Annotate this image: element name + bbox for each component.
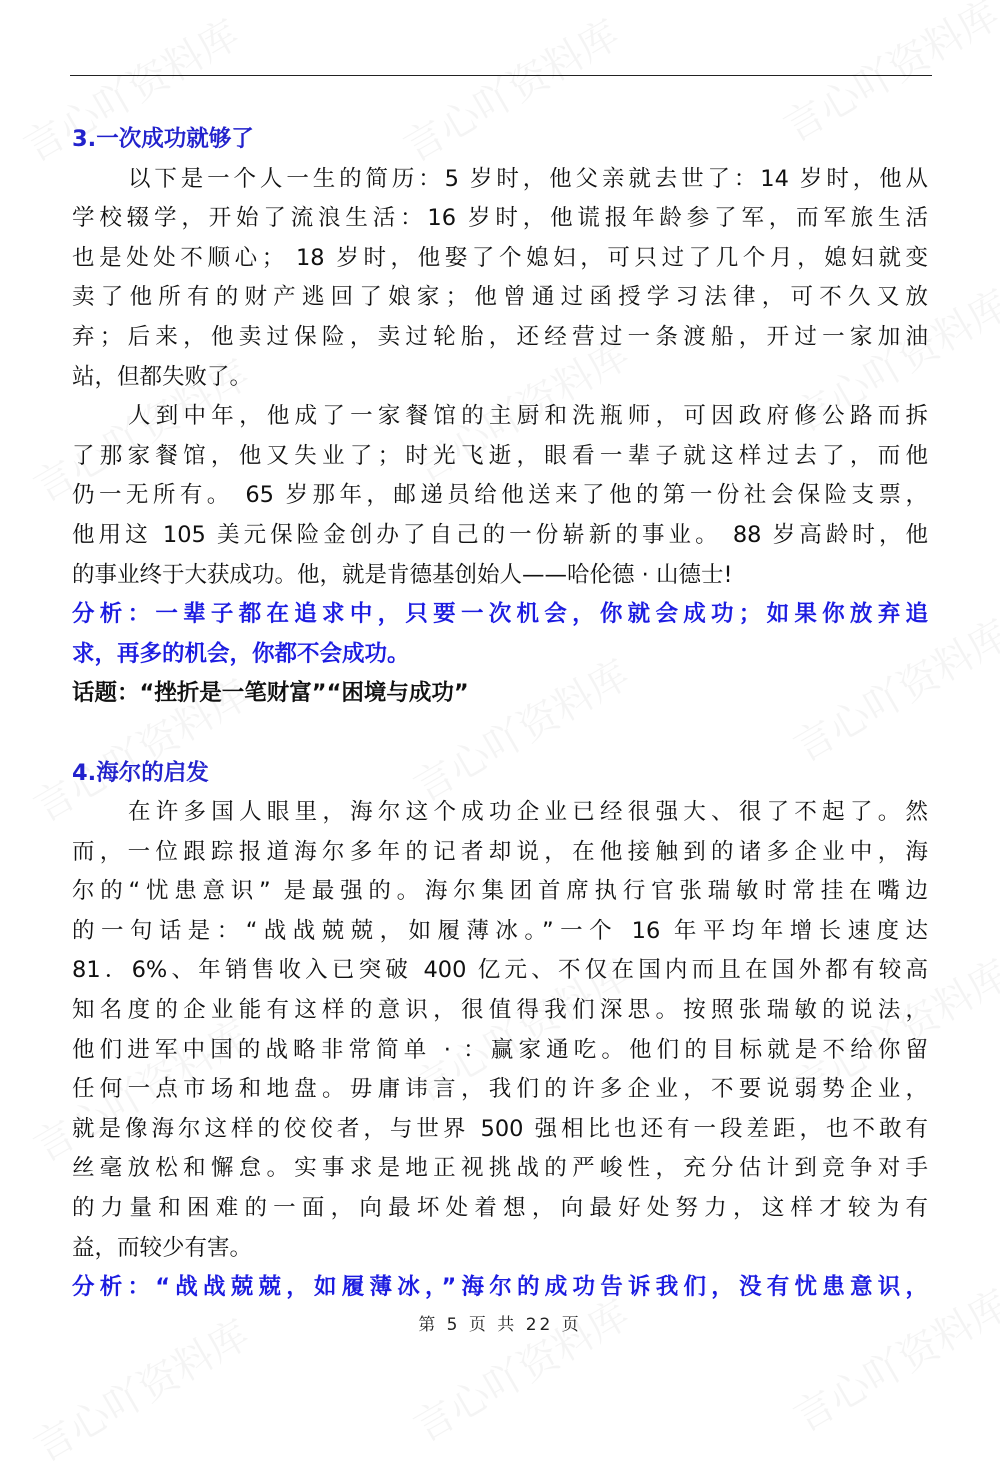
paragraph-line: 而，一位跟踪报道海尔多年的记者却说，在他接触到的诸多企业中，海 [72, 838, 928, 865]
paragraph-line: 他们进军中国的战略非常简单 · ：赢家通吃。他们的目标就是不给你留 [72, 1036, 928, 1063]
paragraph-line: 的事业终于大获成功。他，就是肯德基创始人——哈伦德 · 山德士! [72, 561, 733, 588]
paragraph-line: 的一句话是：“战战兢兢，如履薄冰。”一个 16 年平均年增长速度达 [72, 917, 928, 944]
paragraph-line: 弃；后来，他卖过保险，卖过轮胎，还经营过一条渡船，开过一家加油 [72, 323, 928, 350]
paragraph-line: 81．6%、年销售收入已突破 400 亿元、不仅在国内而且在国外都有较高 [72, 957, 928, 984]
paragraph-line: 了那家餐馆，他又失业了；时光飞逝，眼看一辈子就这样过去了，而他 [72, 442, 928, 469]
paragraph-line: 知名度的企业能有这样的意识，很值得我们深思。按照张瑞敏的说法， [72, 997, 928, 1024]
paragraph-line: 卖了他所有的财产逃回了娘家；他曾通过函授学习法律，可不久又放 [72, 284, 928, 311]
paragraph-line: 以下是一个人一生的简历：5 岁时，他父亲就去世了：14 岁时，他从 [128, 165, 928, 192]
paragraph-line: 的力量和困难的一面，向最坏处着想，向最好处努力，这样才较为有 [72, 1195, 928, 1222]
paragraph-line: 学校辍学，开始了流浪生活：16 岁时，他谎报年龄参了军，而军旅生活 [72, 205, 928, 232]
analysis-line: 分析：一辈子都在追求中，只要一次机会，你就会成功；如果你放弃追 [72, 601, 928, 628]
paragraph-line: 在许多国人眼里，海尔这个成功企业已经很强大、很了不起了。然 [128, 799, 928, 826]
paragraph-line: 益，而较少有害。 [72, 1234, 253, 1261]
document-body [72, 120, 928, 1308]
analysis-line: 求，再多的机会，你都不会成功。 [72, 640, 410, 667]
paragraph-line: 也是处处不顺心； 18 岁时，他娶了个媳妇，可只过了几个月，媳妇就变 [72, 244, 928, 271]
section-gap [72, 714, 928, 754]
paragraph-line: 人到中年，他成了一家餐馆的主厨和洗瓶师，可因政府修公路而拆 [128, 403, 928, 430]
section-heading: 3.一次成功就够了 [72, 126, 254, 152]
paragraph-line: 站，但都失败了。 [72, 363, 253, 390]
paragraph-line: 就是像海尔这样的佼佼者，与世界 500 强相比也还有一段差距，也不敢有 [72, 1115, 928, 1142]
paragraph-line: 仍一无所有。 65 岁那年，邮递员给他送来了他的第一份社会保险支票， [72, 482, 928, 509]
analysis-line: 分析：“战战兢兢，如履薄冰，”海尔的成功告诉我们，没有忧患意识， [72, 1274, 928, 1301]
page-footer: 第 5 页 共 22 页 [418, 1315, 582, 1335]
paragraph-line: 他用这 105 美元保险金创办了自己的一份崭新的事业。 88 岁高龄时，他 [72, 521, 928, 548]
paragraph-line: 尔的“忧患意识” 是最强的。海尔集团首席执行官张瑞敏时常挂在嘴边 [72, 878, 928, 905]
header-rule [70, 75, 932, 76]
paragraph-line: 任何一点市场和地盘。毋庸讳言，我们的许多企业，不要说弱势企业， [72, 1076, 928, 1103]
topic-line: 话题：“挫折是一笔财富”“困境与成功” [72, 680, 469, 707]
paragraph-line: 丝毫放松和懈怠。实事求是地正视挑战的严峻性，充分估计到竞争对手 [72, 1155, 928, 1182]
section-heading: 4.海尔的启发 [72, 759, 209, 786]
